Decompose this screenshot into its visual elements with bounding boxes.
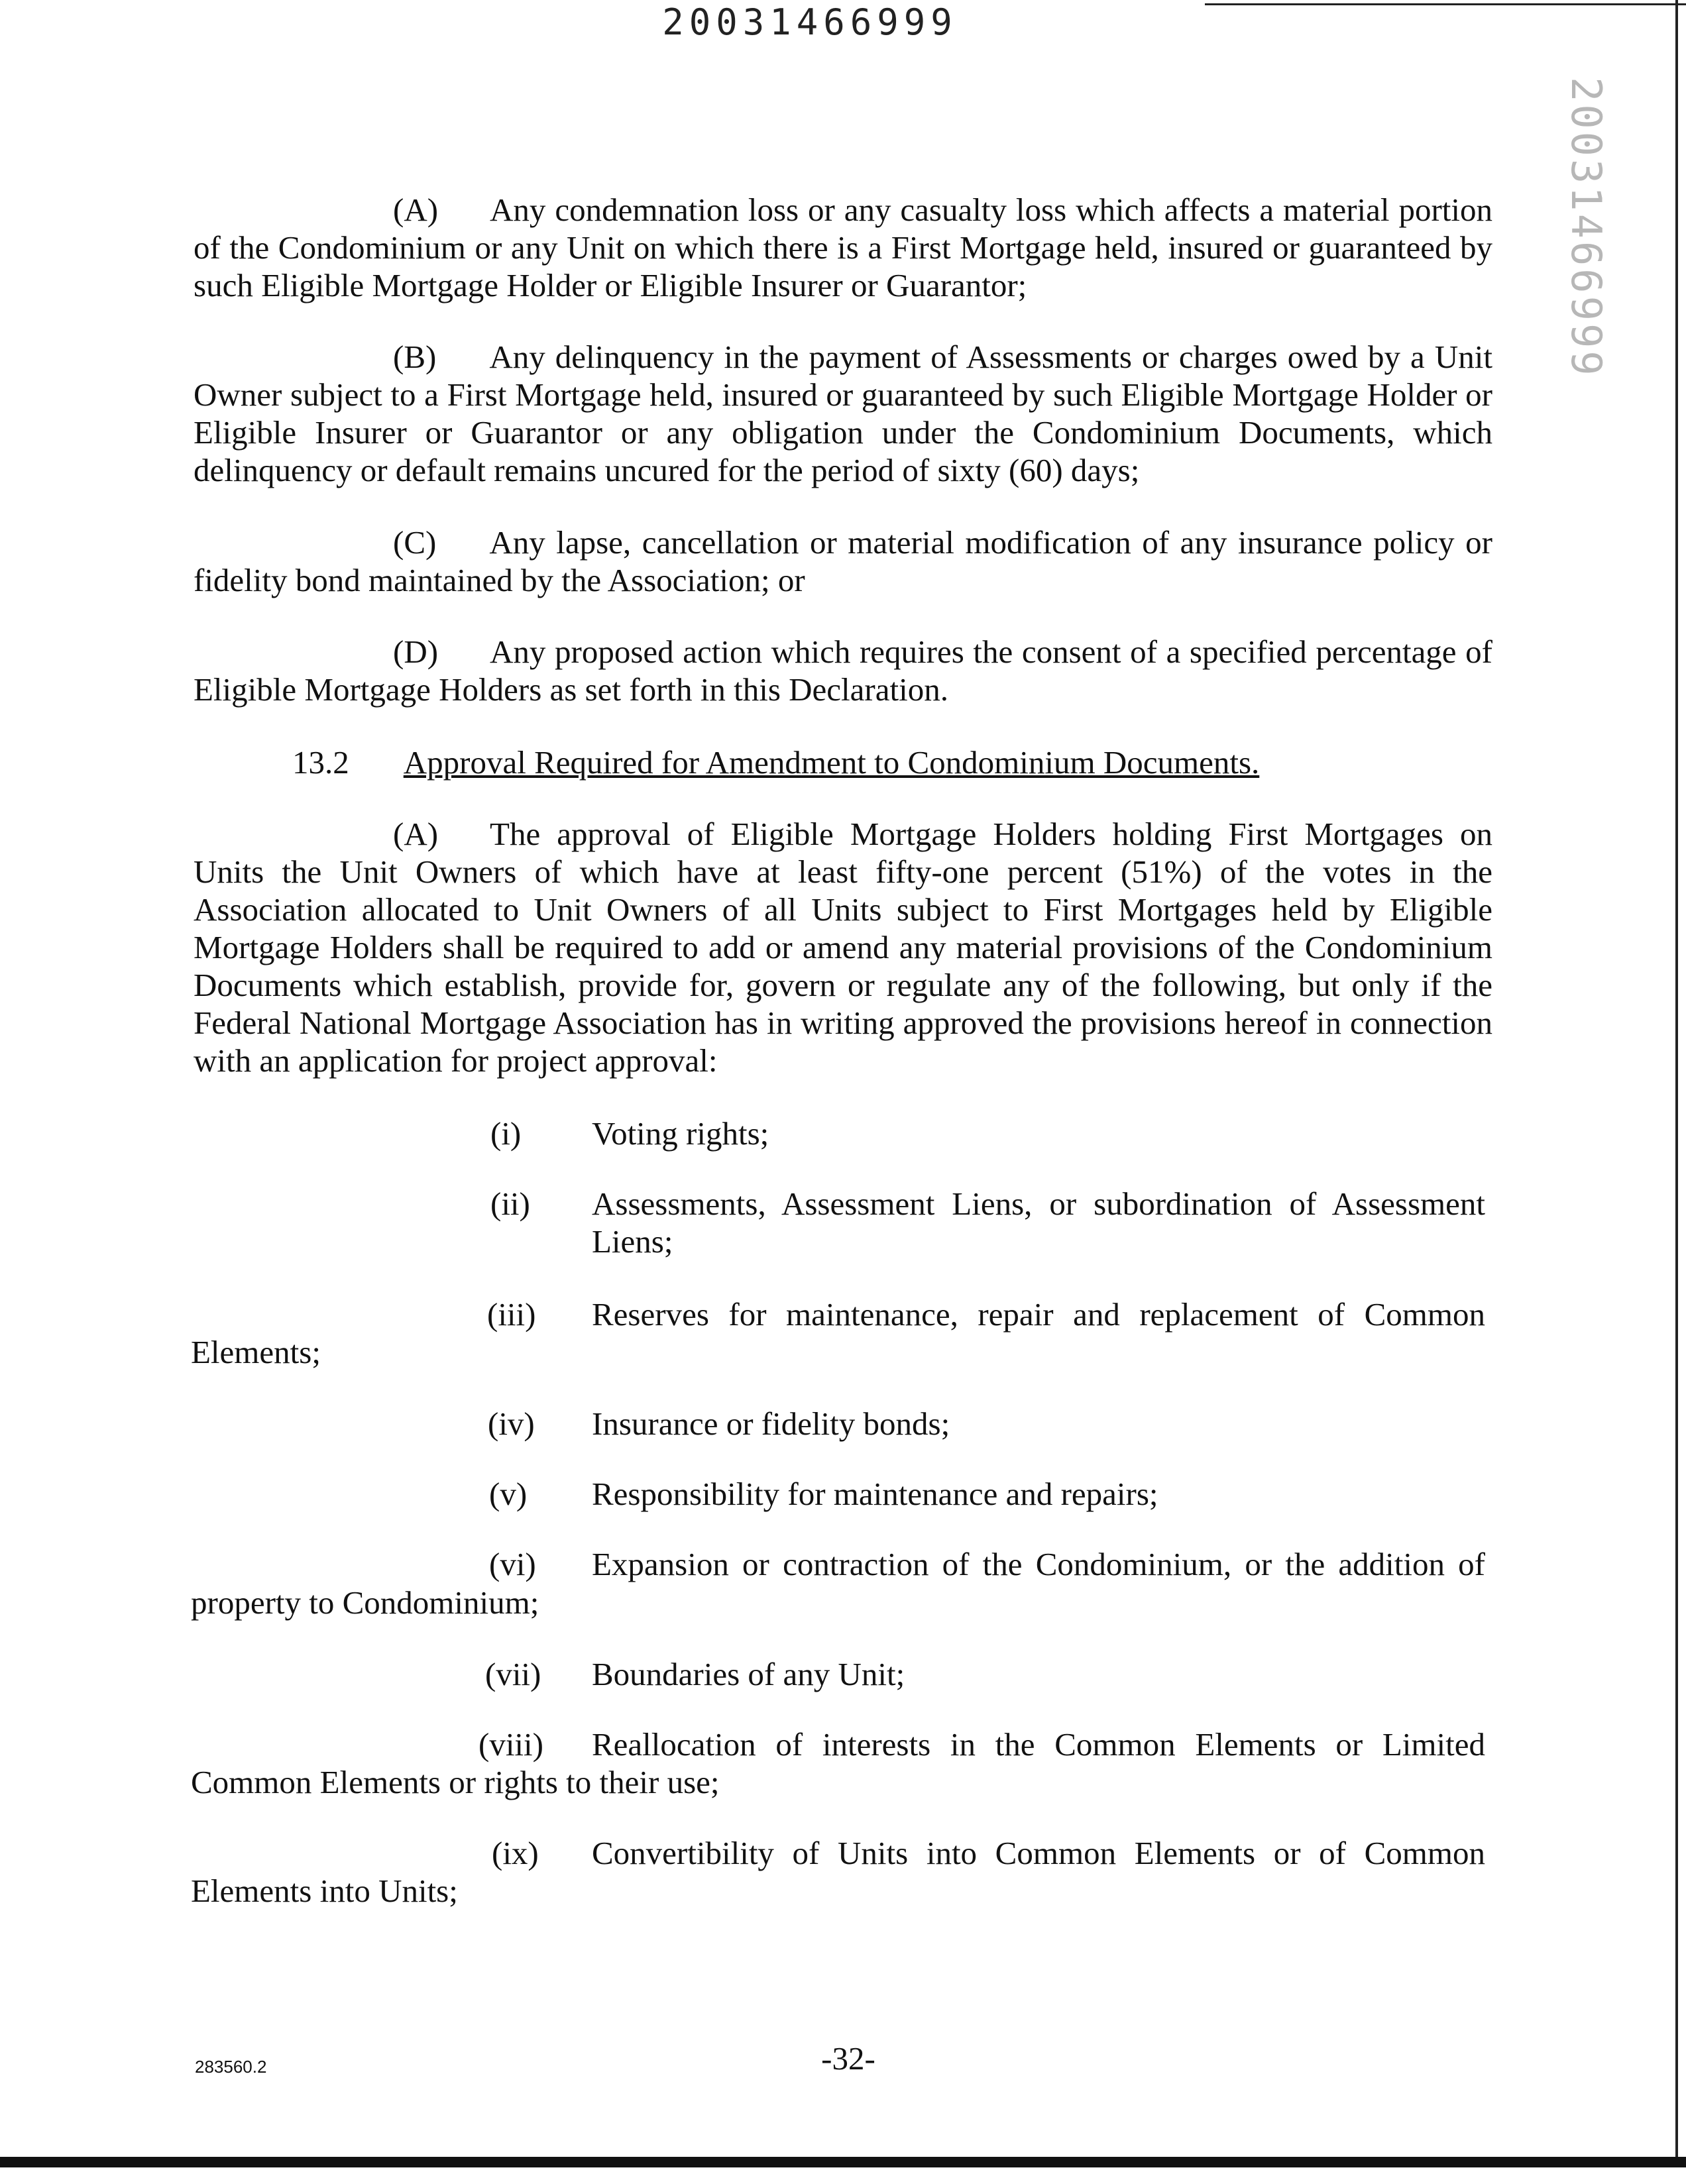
list-item-text: Responsibility for maintenance and repairs; [592, 1476, 1158, 1512]
paragraph-d [194, 633, 1492, 708]
list-item-number: (viii) [478, 1726, 543, 1763]
list-item-number: (i) [490, 1115, 522, 1152]
list-item-text: Insurance or fidelity bonds; [592, 1405, 950, 1442]
paragraph-a [194, 191, 1492, 304]
list-item-text: Assessments, Assessment Liens, or subordination of Assessment Liens; [592, 1185, 1485, 1260]
paragraph-label: (A) [393, 191, 439, 228]
list-item-text: Voting rights; [592, 1115, 769, 1152]
paragraph-text: The approval of Eligible Mortgage Holders holding First Mortgages on Units the Unit Owners of which have at least fifty-one percent (51%) of the votes in the Association allocated to Unit Owners of all Units subject to First Mortgages held by Eligible Mortgage Holders shall be required to add or amend any material provisions of the Condominium Documents which establish, provide for, govern or regulate any of the following, but only if the Federal National Mortgage Association has in writing approved the provisions hereof in connection with an application for project approval: [194, 816, 1492, 1079]
document-number: 20031466999 [662, 1, 958, 43]
side-stamp: 20031466999 [1562, 77, 1610, 378]
paragraph-text: Any delinquency in the payment of Assessments or charges owed by a Unit Owner subject to a First Mortgage held, insured or guaranteed by such Eligible Mortgage Holder or Eligible Insurer or Guarantor or any obligation under the Condominium Documents, which delinquency or default remains uncured for the period of sixty (60) days; [194, 339, 1492, 488]
list-item-text: Expansion or contraction of the Condominium, or the addition of [592, 1546, 1485, 1582]
paragraph-label: (D) [393, 633, 439, 670]
list-item-text: Reserves for maintenance, repair and replacement of Common [592, 1296, 1485, 1333]
right-margin-rule [1675, 0, 1678, 2157]
footer-document-id: 283560.2 [195, 2057, 267, 2077]
list-item-number: (iii) [487, 1296, 536, 1333]
section-number: 13.2 [292, 744, 349, 781]
section-heading [292, 743, 1259, 781]
paragraph-b [194, 338, 1492, 489]
list-item-number: (vii) [485, 1656, 541, 1692]
list-item-text: Boundaries of any Unit; [592, 1656, 905, 1692]
list-item-number: (v) [489, 1476, 528, 1512]
section-title: Approval Required for Amendment to Condominium Documents. [403, 744, 1260, 781]
top-rule [1205, 3, 1686, 5]
paragraph-label: (A) [393, 816, 439, 852]
paragraph-c [194, 523, 1492, 599]
page-number: -32- [821, 2040, 875, 2077]
list-item-number: (ii) [490, 1185, 530, 1222]
bottom-rule [0, 2157, 1686, 2167]
list-item-number: (vi) [489, 1546, 536, 1582]
paragraph-label: (B) [393, 339, 437, 375]
paragraph-text: Any proposed action which requires the consent of a specified percentage of Eligible Mortgage Holders as set forth in this Declaration. [194, 633, 1492, 708]
section-paragraph-a [194, 815, 1492, 1079]
list-item-continuation: Elements into Units; [191, 1873, 458, 1909]
list-item-continuation: Elements; [191, 1334, 321, 1370]
list-item-number: (ix) [492, 1835, 539, 1871]
list-item-continuation: property to Condominium; [191, 1584, 539, 1621]
list-item-text: Convertibility of Units into Common Elements or of Common [592, 1835, 1485, 1871]
paragraph-text: Any lapse, cancellation or material modification of any insurance policy or fidelity bond maintained by the Association; or [194, 524, 1492, 598]
list-item-number: (iv) [488, 1405, 535, 1442]
paragraph-text: Any condemnation loss or any casualty loss which affects a material portion of the Condominium or any Unit on which there is a First Mortgage held, insured or guaranteed by such Eligible Mortgage Holder or Eligible Insurer or Guarantor; [194, 191, 1492, 303]
list-item-text: Reallocation of interests in the Common Elements or Limited [592, 1726, 1485, 1763]
list-item-continuation: Common Elements or rights to their use; [191, 1764, 720, 1800]
paragraph-label: (C) [393, 524, 437, 561]
